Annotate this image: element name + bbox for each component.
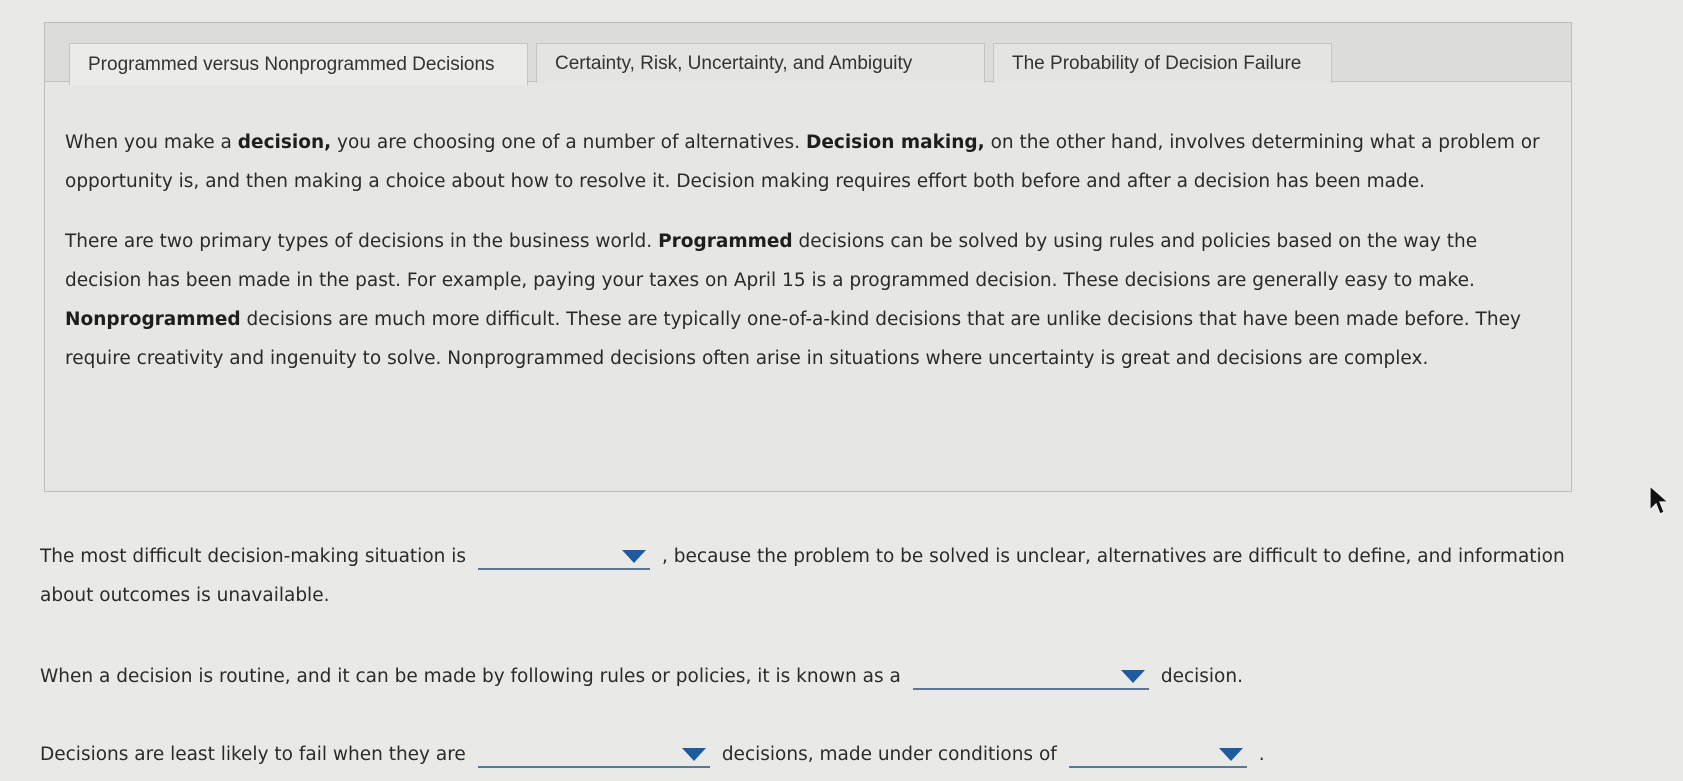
- tab-bar: [45, 23, 1571, 82]
- question-2-text-before: When a decision is routine, and it can be made by following rules or policies, it is known as a: [40, 666, 901, 687]
- question-2: [40, 657, 1620, 696]
- question-1: [40, 537, 1620, 615]
- question-3-text-after: .: [1258, 744, 1265, 765]
- tab-label: The Probability of Decision Failure: [1012, 52, 1302, 74]
- chevron-down-icon: [622, 550, 646, 563]
- question-3-text-middle: decisions, made under conditions of: [721, 744, 1057, 765]
- question-1-text-before: The most difficult decision-making situation is: [40, 546, 467, 567]
- tab-programmed-vs-nonprogrammed[interactable]: [69, 43, 528, 85]
- question-1-text-after: , because the problem to be solved is unclear, alternatives are difficult to define, and information about outcomes is unavailable.: [40, 546, 1565, 606]
- tab-label: Certainty, Risk, Uncertainty, and Ambiguity: [555, 52, 913, 74]
- question-3: [40, 735, 1620, 774]
- question-2-dropdown[interactable]: [913, 664, 1149, 690]
- term-programmed: Programmed: [658, 231, 793, 252]
- term-nonprogrammed: Nonprogrammed: [65, 309, 241, 330]
- term-decision: decision,: [237, 132, 332, 153]
- content-panel: [44, 22, 1572, 492]
- question-3-dropdown-1[interactable]: [478, 742, 710, 768]
- question-1-dropdown[interactable]: [478, 544, 650, 570]
- chevron-down-icon: [1121, 670, 1145, 683]
- question-3-text-before: Decisions are least likely to fail when they are: [40, 744, 466, 765]
- mouse-pointer-icon: [1648, 484, 1670, 518]
- tab-certainty-risk[interactable]: [536, 43, 985, 83]
- tab-label: Programmed versus Nonprogrammed Decisions: [88, 53, 495, 75]
- question-2-text-after: decision.: [1160, 666, 1243, 687]
- question-3-dropdown-2[interactable]: [1069, 742, 1247, 768]
- paragraph-decision-types: There are two primary types of decisions in the business world. Programmed decisions can be solved by using rules and policies based on the way the decision has been made in the past. For example, paying your taxes on April 15 is a programmed decision. These decisions are generally easy to make. Nonprogrammed decisions are much more difficult. These are typically one-of-a-kind decisions that are unlike decisions that have been made before. They require creativity and ingenuity to solve. Nonprogrammed decisions often arise in situations where uncertainty is great and decisions are complex.: [65, 231, 1521, 369]
- tab-probability-failure[interactable]: [993, 43, 1332, 83]
- paragraph-decision: When you make a decision, you are choosing one of a number of alternatives. Decision making, on the other hand, involves determining what a problem or opportunity is, and then making a choice about how to resolve it. Decision making requires effort both before and after a decision has been made.: [65, 132, 1540, 192]
- term-decision-making: Decision making,: [805, 132, 985, 153]
- tab-content: [65, 123, 1555, 399]
- chevron-down-icon: [682, 748, 706, 761]
- chevron-down-icon: [1219, 748, 1243, 761]
